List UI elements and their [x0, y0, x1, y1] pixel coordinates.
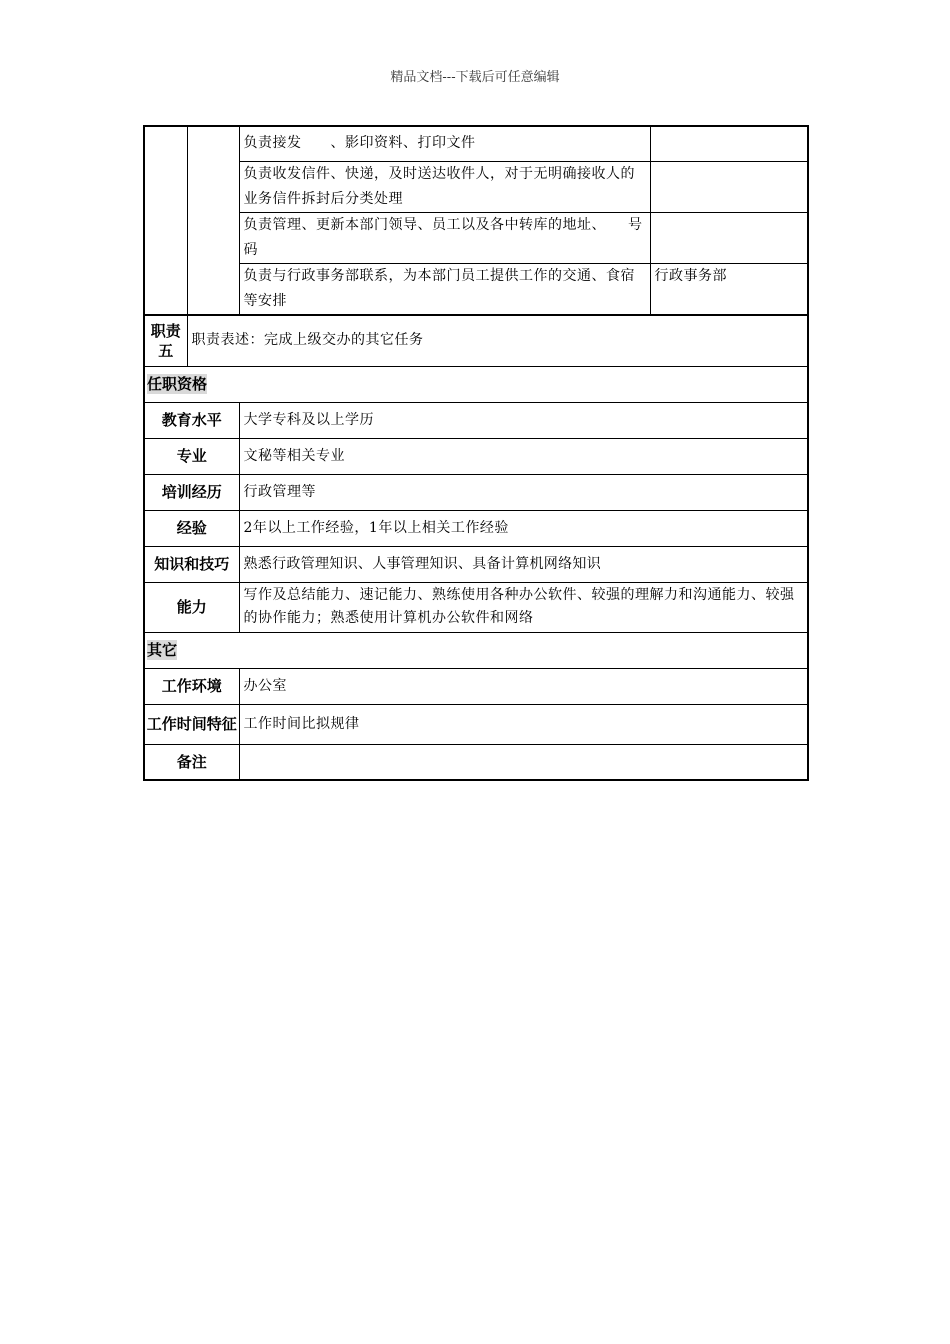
- section-row: [144, 366, 808, 402]
- row-value: [239, 744, 808, 780]
- duty-row: [144, 263, 808, 314]
- row-value: 行政管理等: [239, 474, 808, 510]
- qualification-row: [144, 510, 808, 546]
- section-title-qualifications: 任职资格: [144, 366, 808, 402]
- duty-related-dept: [650, 126, 808, 161]
- other-row: [144, 744, 808, 780]
- duty-related-dept: [650, 161, 808, 212]
- duty-row: [144, 212, 808, 263]
- other-row: [144, 668, 808, 704]
- row-value: 办公室: [239, 668, 808, 704]
- duty-five-label: 职责五: [144, 315, 187, 366]
- duty-text: 负责接发 、影印资料、打印文件: [239, 126, 650, 161]
- other-row: [144, 704, 808, 744]
- duty-five-text: 职责表述：完成上级交办的其它任务: [187, 315, 808, 366]
- row-value: 写作及总结能力、速记能力、熟练使用各种办公软件、较强的理解力和沟通能力、较强的协作能力；熟悉使用计算机办公软件和网络: [239, 582, 808, 632]
- duty-row: [144, 161, 808, 212]
- row-label: 教育水平: [144, 402, 239, 438]
- duty-category-cell: [187, 126, 239, 314]
- duty-text: 负责与行政事务部联系，为本部门员工提供工作的交通、食宿等安排: [239, 263, 650, 314]
- duty-number-cell: [144, 126, 187, 314]
- row-label: 备注: [144, 744, 239, 780]
- qualification-row: [144, 402, 808, 438]
- duty-related-dept: 行政事务部: [650, 263, 808, 314]
- duty-table: [143, 125, 809, 315]
- duty-five-row: [144, 315, 808, 366]
- row-value: 熟悉行政管理知识、人事管理知识、具备计算机网络知识: [239, 546, 808, 582]
- duty-text: 负责管理、更新本部门领导、员工以及各中转库的地址、 号码: [239, 212, 650, 263]
- row-label: 培训经历: [144, 474, 239, 510]
- page-header: 精品文档---下载后可任意编辑: [390, 70, 560, 85]
- row-label: 能力: [144, 582, 239, 632]
- row-label: 工作环境: [144, 668, 239, 704]
- duty-row: [144, 126, 808, 161]
- duty-text: 负责收发信件、快递，及时送达收件人，对于无明确接收人的业务信件拆封后分类处理: [239, 161, 650, 212]
- qualification-table: [143, 314, 809, 781]
- qualification-row: [144, 438, 808, 474]
- duty-related-dept: [650, 212, 808, 263]
- row-label: 知识和技巧: [144, 546, 239, 582]
- qualification-row: [144, 474, 808, 510]
- row-value: 大学专科及以上学历: [239, 402, 808, 438]
- qualification-row: [144, 546, 808, 582]
- row-value: 工作时间比拟规律: [239, 704, 808, 744]
- row-label: 工作时间特征: [144, 704, 239, 744]
- section-title-other: 其它: [144, 632, 808, 668]
- qualification-row: [144, 582, 808, 632]
- row-label: 专业: [144, 438, 239, 474]
- section-row: [144, 632, 808, 668]
- row-value: 2年以上工作经验，1年以上相关工作经验: [239, 510, 808, 546]
- row-value: 文秘等相关专业: [239, 438, 808, 474]
- row-label: 经验: [144, 510, 239, 546]
